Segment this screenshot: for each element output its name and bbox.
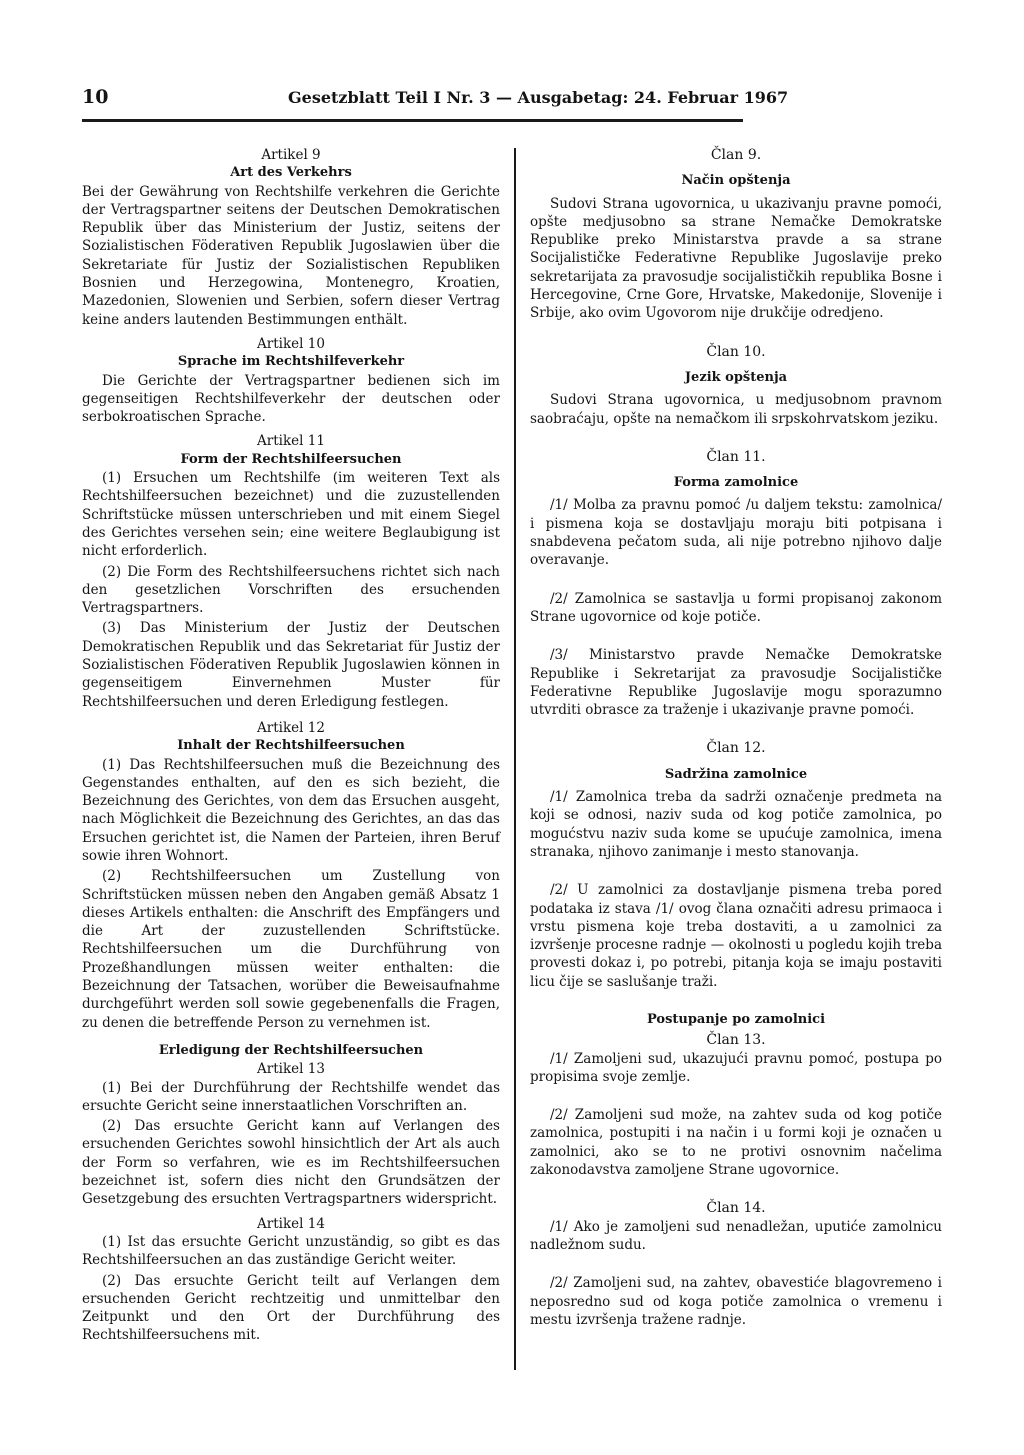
article-11-paragraph-1: (1) Ersuchen um Rechtshilfe (im weiteren Text als Rechtshilfeersuchen bezeichnet) und die zuzustellenden Schriftstücke müssen unterschrieben und mit einem Siegel des Gerichtes versehen sein; eine weitere Beglaubigung ist nicht erforderlich. [82,470,500,560]
clan-13-paragraph-2: /2/ Zamoljeni sud može, na zahtev suda od kog potiče zamolnica, postupiti i na način i u formi koji je označen u zamolnici, ako se to ne protivi osnovnim načelima zakonodavstva zamoljene Strane ugovornice. [530,1107,942,1179]
clan-9-title: Način opštenja [681,173,791,189]
clan-11-paragraph-3: /3/ Ministarstvo pravde Nemačke Demokratske Republike i Sekretarijat za pravosudje Socijalističke Federativne Republike Jugoslavije mogu sporazumno utvrditi obrasce za traženje i ukazivanje pravne pomoći. [530,647,942,719]
clan-10-paragraph: Sudovi Strana ugovornica, u medjusobnom pravnom saobraćaju, opšte na nemačkom ili srpskohrvatskom jeziku. [530,392,942,427]
clan-12-title: Sadržina zamolnice [664,766,808,782]
header-title: Gesetzblatt Teil I Nr. 3 — Ausgabetag: 24. Februar 1967 [288,88,789,107]
clan-14-paragraph-2: /2/ Zamoljeni sud, na zahtev, obavestiće blagovremeno i neposredno sud od koga potiče zamolnica o vremenu i mestu izvršenja tražene radnje. [530,1275,942,1328]
clan-11-title: Forma zamolnice [673,475,799,491]
german-column [82,146,500,1345]
header-rule [82,119,743,122]
clan-12-number: Član 12. [706,740,766,757]
serbocroatian-column [530,146,942,1349]
clan-13-number: Član 13. [706,1032,766,1049]
article-13-paragraph-1: (1) Bei der Durchführung der Rechtshilfe wendet das ersuchte Gericht seine innerstaatlichen Vorschriften an. [82,1079,500,1114]
section-heading: Postupanje po zamolnici [646,1011,826,1027]
article-14-paragraph-1: (1) Ist das ersuchte Gericht unzuständig, so gibt es das Rechtshilfeersuchen an das zuständige Gericht weiter. [82,1233,500,1269]
clan-10-number: Član 10. [706,343,766,360]
clan-12-paragraph-2: /2/ U zamolnici za dostavljanje pismena treba pored podataka iz stava /1/ ovog člana označiti adresu primaoca i vrstu pismena koje treba dostaviti, a u zamolnici za izvršenje procesne radnje — okolnosti u pogledu kojih treba provesti dokaz i, po potrebi, pitanja koja se imaju postaviti licu čije se saslušanje traži. [530,882,942,990]
section-heading: Erledigung der Rechtshilfeersuchen [158,1042,424,1058]
article-10-paragraph: Die Gerichte der Vertragspartner bedienen sich im gegenseitigen Rechtshilfeverkehr der deutschen oder serbokroatischen Sprache. [82,372,500,426]
article-12-number: Artikel 12 [257,719,325,736]
article-13-paragraph-2: (2) Das ersuchte Gericht kann auf Verlangen des ersuchenden Gerichtes sowohl hinsichtlich der Art als auch der Form so verfahren, wie es im Rechtshilfeersuchen bezeichnet ist, sofern dies nicht den Grundsätzen der Gesetzgebung des ersuchten Vertragspartners widerspricht. [82,1118,500,1208]
clan-9-paragraph: Sudovi Strana ugovornica, u ukazivanju pravne pomoći, opšte medjusobno sa strane Nemačke Demokratske Republike preko Ministarstva pravde a sa strane Socijalističke Federativne Republike Jugoslavije preko sekretarijata za pravosudje socijalističkih republika Bosne i Hercegovine, Crne Gore, Hrvatske, Makedonije, Slovenije i Srbije, ako ovim Ugovorom nije drukčije odredjeno. [530,195,942,322]
article-12-title: Inhalt der Rechtshilfeersuchen [177,738,405,754]
clan-11-number: Član 11. [706,448,766,465]
clan-9-number: Član 9. [710,147,762,163]
article-11-number: Artikel 11 [257,433,325,450]
article-13-number: Artikel 13 [257,1061,325,1078]
clan-11-paragraph-2: /2/ Zamolnica se sastavlja u formi propisanoj zakonom Strane ugovornice od koje potiče. [530,590,942,625]
article-12-paragraph-2: (2) Rechtshilfeersuchen um Zustellung von Schriftstücken müssen neben den Angaben gemäß Absatz 1 dieses Artikels enthalten: die Anschrift des Empfängers und die Art der zuzustellenden Schriftstücke. Rechtshilfeersuchen um die Durchführung von Prozeßhandlungen müssen weiter enthalten: die Bezeichnung der Tatsachen, worüber die Beweisaufnahme durchgeführt werden soll sowie gegebenenfalls die Fragen, zu denen die betreffende Person zu vernehmen ist. [82,868,500,1031]
clan-13-paragraph-1: /1/ Zamoljeni sud, ukazujući pravnu pomoć, postupa po propisima svoje zemlje. [530,1050,942,1085]
clan-12-paragraph-1: /1/ Zamolnica treba da sadrži označenje predmeta na koji se odnosi, naziv suda od kog potiče zamolnica, po mogućstvu naziv suda kome se upućuje zamolnica, imena stranaka, njihovo zanimanje i mesto stanovanja. [530,789,942,860]
clan-14-paragraph-1: /1/ Ako je zamoljeni sud nenadležan, uputiće zamolnicu nadležnom sudu. [530,1218,942,1253]
article-14-number: Artikel 14 [257,1215,325,1232]
article-11-paragraph-3: (3) Das Ministerium der Justiz der Deutschen Demokratischen Republik und das Sekretariat für Justiz der Sozialistischen Föderativen Republik Jugoslawien können in gegenseitigem Einvernehmen Muster für Rechtshilfeersuchen und deren Erledigung festlegen. [82,620,500,710]
article-9-paragraph: Bei der Gewährung von Rechtshilfe verkehren die Gerichte der Vertragspartner seitens der Deutschen Demokratischen Republik über das Ministerium der Justiz, seitens der Sozialistischen Föderativen Republik Jugoslawien über die Sekretariate für Justiz der Sozialistischen Republiken Bosnien und Herzegowina, Montenegro, Kroatien, Mazedonien, Slowenien und Serbien, sofern dieser Vertrag keine anders lautenden Bestimmungen enthält. [82,183,500,328]
clan-11-paragraph-1: /1/ Molba za pravnu pomoć /u daljem tekstu: zamolnica/ i pismena koja se dostavljaju moraju biti potpisana i snabdevena pečatom suda, ali nije potrebno njihovo dalje overavanje. [530,497,942,569]
clan-10-title: Jezik opštenja [684,369,788,385]
article-11-title: Form der Rechtshilfeersuchen [180,451,402,467]
page-number: 10 [82,86,109,108]
article-10-title: Sprache im Rechtshilfeverkehr [177,354,405,370]
article-9-title: Art des Verkehrs [230,165,352,181]
article-10-number: Artikel 10 [257,335,325,352]
article-12-paragraph-1: (1) Das Rechtshilfeersuchen muß die Bezeichnung des Gegenstandes enthalten, auf den es sich bezieht, die Bezeichnung des Gerichtes, von dem das Ersuchen ausgeht, nach Möglichkeit die Bezeichnung des Gerichtes, an das das Ersuchen gerichtet ist, die Namen der Parteien, ihren Beruf sowie ihren Wohnort. [82,756,500,864]
article-11-paragraph-2: (2) Die Form des Rechtshilfeersuchens richtet sich nach den gesetzlichen Vorschriften des ersuchenden Vertragspartners. [82,563,500,617]
page-header [82,86,789,110]
article-9-number: Artikel 9 [261,147,321,163]
column-divider [514,148,516,1370]
article-14-paragraph-2: (2) Das ersuchte Gericht teilt auf Verlangen dem ersuchenden Gericht rechtzeitig und unmittelbar den Zeitpunkt und den Ort der Durchführung des Rechtshilfeersuchens mit. [82,1272,500,1344]
clan-14-number: Član 14. [706,1200,766,1217]
